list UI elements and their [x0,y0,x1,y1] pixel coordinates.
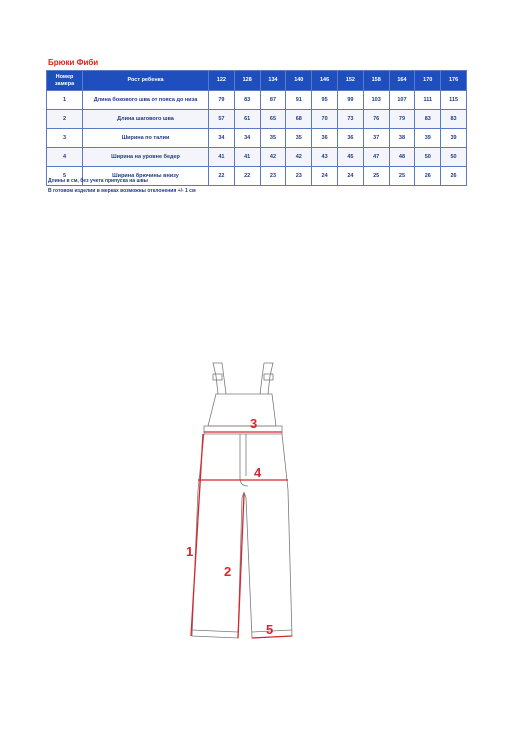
measure-number: 2 [47,110,83,129]
overalls-outline [192,363,292,638]
measure-value: 70 [312,110,338,129]
measure-label-5: 5 [266,622,274,637]
header-size: 176 [441,71,467,91]
header-child-height: Рост ребенка [83,71,209,91]
table-header-row [47,71,467,91]
measure-value: 91 [286,91,312,110]
measure-value: 34 [209,129,235,148]
table-row [47,148,467,167]
table-row [47,110,467,129]
measure-lines [191,432,292,638]
measure-value: 42 [286,148,312,167]
measure-value: 95 [312,91,338,110]
measure-value: 24 [337,167,363,186]
measure-value: 111 [415,91,441,110]
measure-value: 39 [415,129,441,148]
measure-value: 115 [441,91,467,110]
measure-value: 83 [415,110,441,129]
measure-value: 25 [389,167,415,186]
measure-value: 22 [234,167,260,186]
header-size: 140 [286,71,312,91]
measure-value: 47 [363,148,389,167]
measure-value: 23 [260,167,286,186]
header-size: 134 [260,71,286,91]
header-size: 152 [337,71,363,91]
measure-value: 65 [260,110,286,129]
header-size: 128 [234,71,260,91]
measure-value: 25 [363,167,389,186]
measure-value: 45 [337,148,363,167]
measure-value: 22 [209,167,235,186]
header-size: 164 [389,71,415,91]
measure-description: Ширина по талии [83,129,209,148]
measure-value: 35 [260,129,286,148]
size-table [46,70,467,186]
measure-value: 79 [389,110,415,129]
overalls-diagram [180,360,310,650]
note-units: Длины в см, без учета припуска на швы [48,178,148,184]
measure-number: 3 [47,129,83,148]
header-size: 170 [415,71,441,91]
measure-description: Ширина брючины внизу [83,167,209,186]
measure-value: 26 [415,167,441,186]
table-row [47,129,467,148]
measure-value: 37 [363,129,389,148]
table-row [47,91,467,110]
measure-label-4: 4 [254,465,262,480]
measure-value: 73 [337,110,363,129]
measure-label-1: 1 [186,544,194,559]
measure-value: 57 [209,110,235,129]
header-size: 158 [363,71,389,91]
measure-value: 34 [234,129,260,148]
measure-value: 107 [389,91,415,110]
measure-value: 43 [312,148,338,167]
measure-value: 87 [260,91,286,110]
measure-value: 41 [209,148,235,167]
measure-value: 50 [441,148,467,167]
measure-label-2: 2 [224,564,232,579]
measure-value: 61 [234,110,260,129]
measure-value: 103 [363,91,389,110]
measure-number: 4 [47,148,83,167]
measure-number: 5 [47,167,83,186]
measure-value: 35 [286,129,312,148]
measure-value: 68 [286,110,312,129]
header-size: 122 [209,71,235,91]
measure-value: 99 [337,91,363,110]
measure-value: 39 [441,129,467,148]
measure-value: 50 [415,148,441,167]
header-size: 146 [312,71,338,91]
measure-line-1 [191,434,203,636]
measure-value: 83 [234,91,260,110]
measure-description: Длина шагового шва [83,110,209,129]
measure-value: 42 [260,148,286,167]
measure-value: 76 [363,110,389,129]
product-title: Брюки Фиби [48,58,99,67]
measure-description: Ширина на уровне бедер [83,148,209,167]
note-tolerance: В готовом изделии в мерках возможны отклонения +/- 1 см [48,188,196,194]
measure-value: 36 [312,129,338,148]
measure-value: 36 [337,129,363,148]
measure-value: 38 [389,129,415,148]
measure-description: Длина бокового шва от пояса до низа [83,91,209,110]
measure-value: 48 [389,148,415,167]
measure-line-2 [238,494,244,638]
measure-label-3: 3 [250,416,258,431]
measure-value: 24 [312,167,338,186]
measure-value: 41 [234,148,260,167]
measure-value: 23 [286,167,312,186]
measure-value: 26 [441,167,467,186]
measure-value: 83 [441,110,467,129]
measure-number: 1 [47,91,83,110]
measure-labels [186,416,273,637]
measure-value: 79 [209,91,235,110]
header-measure-number: Номер замера [47,71,83,91]
